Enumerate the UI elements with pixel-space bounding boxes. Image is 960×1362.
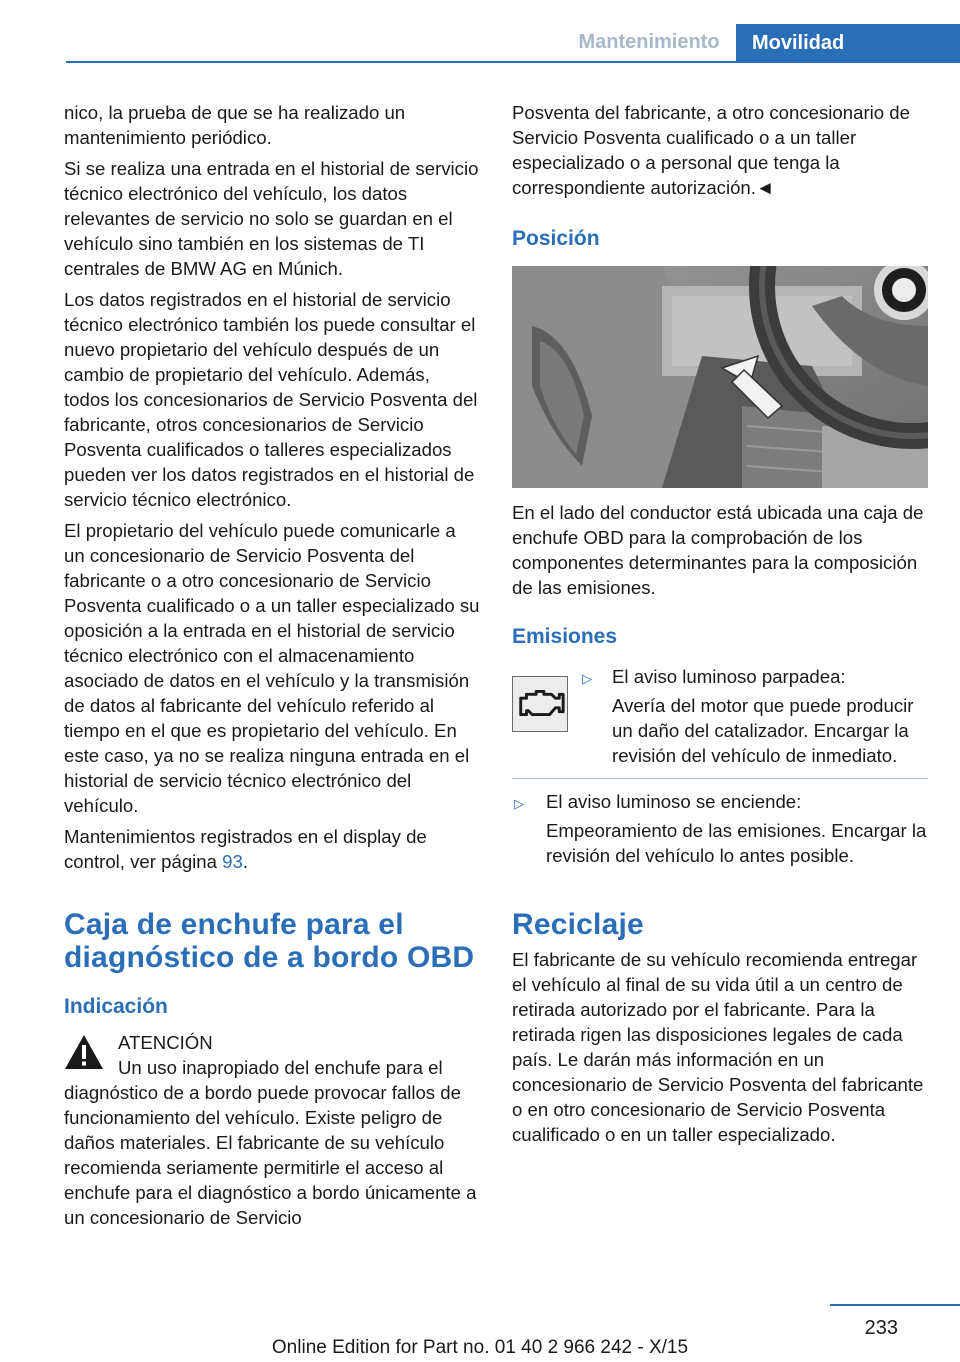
header-chapter-tab[interactable]: Movilidad: [736, 24, 960, 63]
list-separator: [512, 778, 928, 779]
list-item-flashing: [512, 664, 928, 768]
left-column: [64, 100, 480, 1230]
paragraph-history-entry: Si se realiza una entrada en el historial de servicio técnico electrónico del vehículo, los datos relevantes de servicio no solo se guardan en el vehículo sino también en los sistemas de TI centrales de BMW AG en Múnich.: [64, 158, 479, 279]
heading-indicacion: Indicación: [64, 995, 168, 1018]
bullet-triangle-icon: ▷: [582, 671, 592, 686]
flashing-detail: Avería del motor que puede producir un daño del catalizador. Encargar la revisión del vehículo de inmediato.: [612, 695, 914, 766]
paragraph-obd-location: En el lado del conductor está ubicada una caja de enchufe OBD para la comprobación de los componentes determinantes para la composición de las emisiones.: [512, 502, 924, 598]
flashing-title: El aviso luminoso parpadea:: [612, 666, 846, 687]
paragraph-recycling: El fabricante de su vehículo recomienda entregar el vehículo al final de su vida útil a un centro de retirada autorizado por el fabricante. Para la retirada rigen las disposiciones legales de cada país. Le darán más información en un concesionario de Servicio Posventa del fabricante o en otro concesionario de Servicio Posventa cualificado o en un taller especializado.: [512, 949, 924, 1145]
page-number: 233: [864, 1317, 898, 1339]
lit-title: El aviso luminoso se enciende:: [546, 791, 802, 812]
right-column: [512, 100, 928, 1153]
heading-obd-socket: Caja de enchufe para el diagnóstico de a bordo OBD: [64, 908, 475, 974]
footer-rule: [830, 1304, 960, 1306]
warning-block: [64, 1030, 480, 1230]
header-section-tab[interactable]: Mantenimiento: [578, 31, 720, 53]
list-item-lit: [512, 789, 928, 868]
paragraph-maintenance-proof: nico, la prueba de que se ha realizado un mantenimiento periódico.: [64, 102, 406, 148]
paragraph-display-reference: [64, 824, 480, 874]
edition-footer: Online Edition for Part no. 01 40 2 966 242 - X/15: [271, 1337, 689, 1358]
warning-first-line: Un uso inapropiado del enchufe para el: [118, 1057, 443, 1078]
emissions-list: [512, 664, 928, 868]
display-reference-end: .: [242, 851, 248, 872]
warning-title: ATENCIÓN: [118, 1032, 213, 1053]
paragraph-owner-objection: El propietario del vehículo puede comunicarle a un concesionario de Servicio Posventa del fabricante o a otro concesionario de Servicio Posventa cualificado o a un taller especializado su oposición a la entrada en el historial de servicio técnico electrónico con el almacenamiento asociado de datos en el vehículo y la transmisión de datos al fabricante del vehículo referido al tiempo en el que es propietario del vehículo. En este caso, ya no se realiza ninguna entrada en el historial de servicio técnico electrónico del vehículo.: [64, 520, 480, 816]
page-93-link[interactable]: 93: [222, 851, 243, 872]
display-reference-text: Mantenimientos registrados en el display de control, ver página: [64, 826, 427, 872]
paragraph-history-access: Los datos registrados en el historial de servicio técnico electrónico también los puede consultar el nuevo propietario del vehículo después de un cambio de propietario del vehículo. Además, todos los concesionarios de Servicio Posventa del fabricante, otros concesionarios de Servicio Posventa cualificados o talleres especializados pueden ver los datos registrados en el historial de servicio técnico electrónico.: [64, 289, 478, 510]
heading-reciclaje: Reciclaje: [512, 908, 644, 941]
page-header: [0, 0, 960, 62]
header-rule: [66, 61, 960, 63]
lit-detail: Empeoramiento de las emisiones. Encargar la revisión del vehículo lo antes posible.: [546, 820, 927, 866]
warning-triangle-icon: [64, 1034, 104, 1070]
warning-text: diagnóstico de a bordo puede provocar fallos de funcionamiento del vehículo. Existe peligro de daños materiales. El fabricante de su vehículo recomienda seriamente permitirle el acceso al enchufe para el diagnóstico a bordo únicamente a un concesionario de Servicio: [64, 1082, 477, 1228]
bullet-triangle-icon: ▷: [514, 796, 524, 811]
obd-socket-location-photo: [512, 266, 928, 488]
paragraph-authorized-access: Posventa del fabricante, a otro concesionario de Servicio Posventa cualificado o a un taller especializado o a personal que tenga la correspondiente autorización.◄: [512, 102, 910, 198]
heading-emisiones: Emisiones: [512, 625, 618, 648]
heading-posicion: Posición: [512, 227, 600, 250]
